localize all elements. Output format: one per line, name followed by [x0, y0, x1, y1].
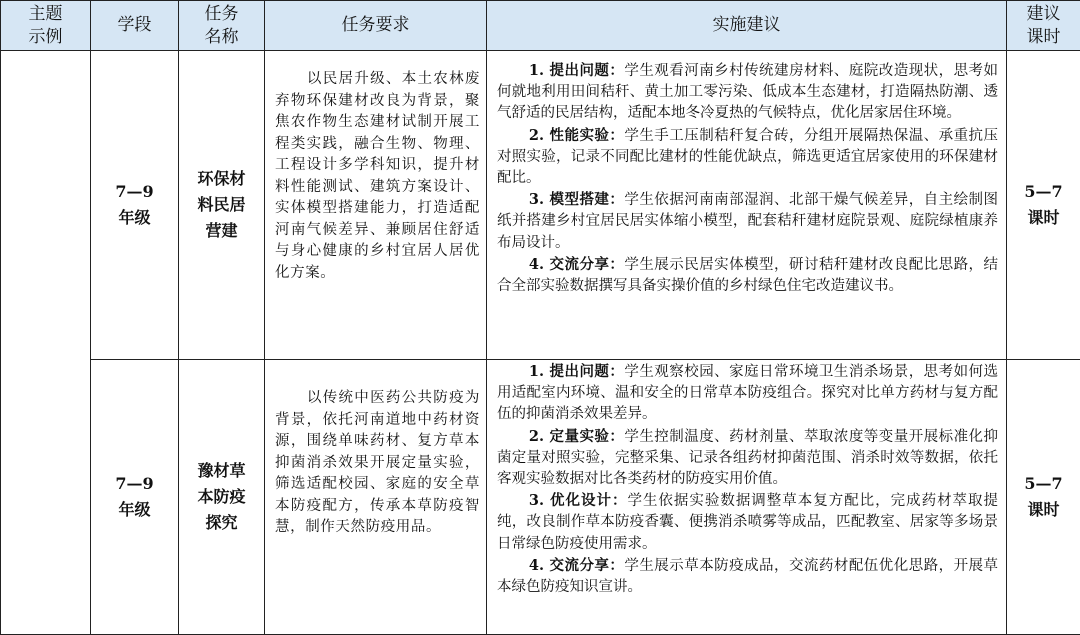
suggestion-item: [497, 426, 998, 491]
suggestion-title: 1. 提出问题：: [529, 62, 624, 79]
suggestion-item: [497, 254, 998, 297]
suggestion-item: [497, 60, 998, 125]
header-requirements: [265, 1, 487, 51]
requirements-text: 以传统中医药公共防疫为背景，依托河南道地中药材资源，围绕单味药材、复方草本抑菌消杀效果开展定量实验，筛选适配校园、家庭的安全草本防疫配方，传承本草防疫智慧，制作天然防疫用品。: [275, 390, 480, 535]
suggestion-title: 4. 交流分享：: [529, 557, 624, 574]
hours-text: 5—7 课时: [1024, 474, 1062, 519]
suggestion-text: 学生展示民居实体模型，研讨秸秆建材改良配比思路，结合全部实验数据撰写具备实操价值的乡村绿色住宅改造建议书。: [497, 257, 998, 294]
suggestions-cell: [487, 51, 1007, 360]
suggestion-title: 2. 性能实验：: [529, 127, 624, 144]
hours-text: 5—7 课时: [1024, 182, 1062, 227]
header-hours-text: 建议 课时: [1027, 4, 1061, 47]
suggestion-title: 3. 模型搭建：: [529, 191, 624, 208]
requirements-cell: [265, 360, 487, 635]
task-name-text: 环保材 料民居 营建: [197, 169, 245, 240]
header-theme: [1, 1, 91, 51]
suggestion-text: 学生展示草本防疫成品，交流药材配伍优化思路，开展草本绿色防疫知识宣讲。: [497, 558, 998, 595]
suggestion-title: 3. 优化设计：: [529, 492, 628, 509]
header-row: [1, 1, 1080, 51]
suggestion-title: 2. 定量实验：: [529, 428, 624, 445]
header-suggestions-text: 实施建议: [713, 15, 781, 35]
stage-cell: [91, 51, 179, 360]
suggestion-title: 4. 交流分享：: [529, 256, 624, 273]
table-row: [1, 360, 1080, 635]
suggestion-text: 学生控制温度、药材剂量、萃取浓度等变量开展标准化抑菌定量对照实验，完整采集、记录各组药材抑菌范围、消杀时效等数据，依托客观实验数据对比各类药材的防疫实用价值。: [497, 429, 998, 487]
header-hours: [1007, 1, 1080, 51]
theme-cell: [1, 51, 91, 635]
hours-cell: [1007, 360, 1080, 635]
header-stage-text: 学段: [118, 15, 152, 35]
stage-cell: [91, 360, 179, 635]
task-name-cell: [179, 51, 265, 360]
suggestion-item: [497, 555, 998, 598]
suggestion-text: 学生观看河南乡村传统建房材料、庭院改造现状，思考如何就地利用田间秸秆、黄土加工零污染、低成本生态建材，打造隔热防潮、透气舒适的民居结构，适配本地冬冷夏热的气候特点，优化居家居住环境。: [497, 63, 998, 121]
header-suggestions: [487, 1, 1007, 51]
header-stage: [91, 1, 179, 51]
task-name-text: 豫材草 本防疫 探究: [197, 461, 245, 532]
stage-text: 7—9 年级: [115, 474, 153, 519]
header-theme-text: 主题 示例: [29, 4, 63, 47]
suggestion-text: 学生依据实验数据调整草本复方配比，完成药材萃取提纯，改良制作草本防疫香囊、便携消杀喷雾等成品，匹配教室、居家等多场景日常绿色防疫使用需求。: [497, 493, 998, 551]
suggestion-text: 学生依据河南南部湿润、北部干燥气候差异，自主绘制图纸并搭建乡村宜居民居实体缩小模型，配套秸秆建材庭院景观、庭院绿植康养布局设计。: [497, 192, 998, 250]
suggestion-title: 1. 提出问题：: [529, 363, 624, 380]
requirements-text: 以民居升级、本土农林废弃物环保建材改良为背景，聚焦农作物生态建材试制开展工程类实践，融合生物、物理、工程设计多学科知识，提升材料性能测试、建筑方案设计、实体模型搭建能力，打造适配河南气候差异、兼顾居住舒适与身心健康的乡村宜居人居优化方案。: [275, 71, 480, 281]
suggestion-item: [497, 189, 998, 254]
requirements-cell: [265, 51, 487, 360]
header-task-name: [179, 1, 265, 51]
suggestions-cell: [487, 360, 1007, 635]
suggestion-item: [497, 361, 998, 426]
header-requirements-text: 任务要求: [342, 15, 410, 35]
table-row: [1, 51, 1080, 360]
suggestion-text: 学生观察校园、家庭日常环境卫生消杀场景，思考如何选用适配室内环境、温和安全的日常草本防疫组合。探究对比单方药材与复方配伍的抑菌消杀效果差异。: [497, 364, 998, 422]
suggestion-item: [497, 490, 998, 555]
suggestion-item: [497, 125, 998, 190]
hours-cell: [1007, 51, 1080, 360]
stage-text: 7—9 年级: [115, 182, 153, 227]
suggestion-text: 学生手工压制秸秆复合砖，分组开展隔热保温、承重抗压对照实验，记录不同配比建材的性能优缺点，筛选更适宜居家使用的环保建材配比。: [497, 128, 998, 186]
header-task-name-text: 任务 名称: [205, 4, 239, 47]
task-name-cell: [179, 360, 265, 635]
